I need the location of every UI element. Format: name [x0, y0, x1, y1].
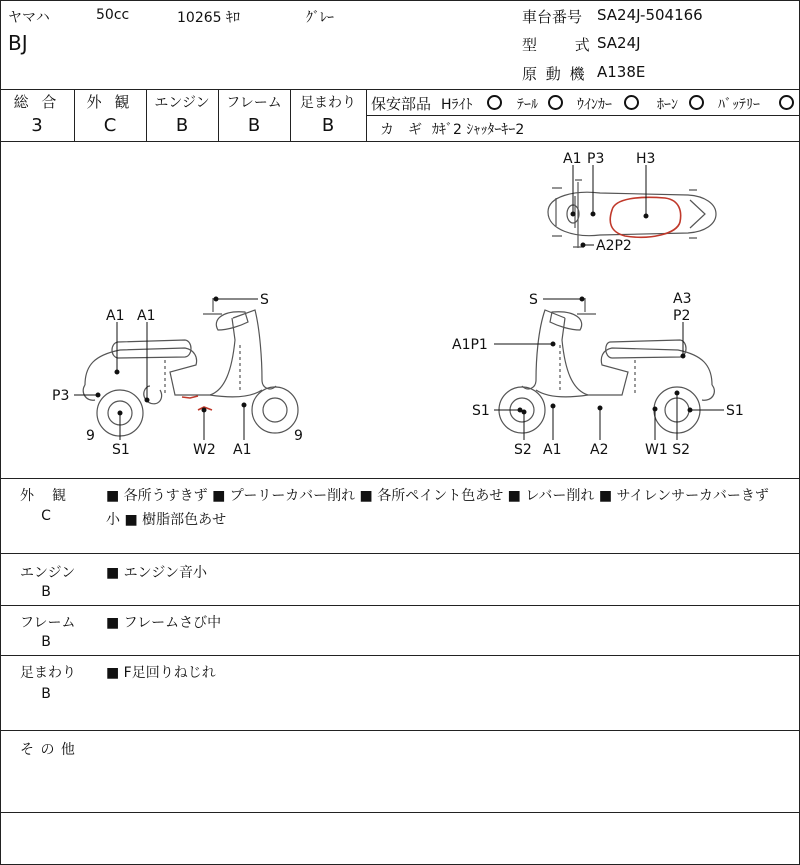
suspension-grade: B	[321, 115, 335, 136]
right-label-s: S	[529, 292, 538, 308]
safety-horn-label: ﾎｰﾝ	[657, 97, 678, 113]
frame-grade-label: フレーム	[226, 95, 282, 111]
key-value: ｶｷﾞ2 ｼｬｯﾀｰｷｰ2	[432, 122, 525, 138]
overall-grade: 3	[31, 115, 43, 136]
frame-no-label: 車台番号	[522, 8, 583, 26]
right-label-a2: A2	[590, 442, 609, 458]
remark-exterior-line1: ■ 各所うすきず ■ プーリーカバー削れ ■ 各所ペイント色あせ ■ レバー削れ ■ サイレンサーカバーきず	[106, 488, 769, 504]
remark-exterior-grade: C	[41, 508, 51, 524]
remark-suspension-grade: B	[41, 686, 51, 702]
frame-grade: B	[247, 115, 261, 136]
color: ｸﾞﾚｰ	[306, 10, 334, 26]
right-label-s2: S2	[514, 442, 532, 458]
exterior-label: 外 観	[86, 93, 134, 111]
engine-label: 原 動 機	[522, 65, 587, 83]
right-label-s1-b: S1	[726, 403, 744, 419]
safety-label: 保安部品	[371, 95, 432, 113]
safety-winker-label: ｳｲﾝｶｰ	[577, 97, 612, 113]
type-label: 型 式	[522, 36, 596, 54]
left-label-a1-c: A1	[233, 442, 252, 458]
engine-grade-label: エンジン	[154, 95, 210, 111]
right-label-a1p1: A1P1	[452, 337, 488, 353]
safety-battery-label: ﾊﾞｯﾃﾘｰ	[718, 97, 760, 113]
right-label-w1s2: W1 S2	[645, 442, 690, 458]
key-label: カ ギ	[380, 122, 422, 138]
remark-frame-grade: B	[41, 634, 51, 650]
remark-exterior-line2: 小 ■ 樹脂部色あせ	[106, 512, 227, 528]
left-label-s: S	[260, 292, 269, 308]
safety-tail-label: ﾃｰﾙ	[517, 97, 538, 113]
remark-engine-line1: ■ エンジン音小	[106, 565, 207, 581]
engine-grade: B	[175, 115, 189, 136]
remark-exterior-label: 外 観	[20, 488, 68, 504]
right-label-s1-a: S1	[472, 403, 490, 419]
left-label-nine-a: 9	[86, 428, 95, 444]
left-label-w2: W2	[193, 442, 216, 458]
remark-suspension-label: 足まわり	[20, 665, 76, 681]
left-label-s1: S1	[112, 442, 130, 458]
left-label-a1-a: A1	[106, 308, 125, 324]
top-label-h3: H3	[636, 151, 656, 167]
remark-engine-grade: B	[41, 584, 51, 600]
displacement: 50cc	[96, 7, 130, 23]
maker: ヤマハ	[8, 10, 50, 26]
left-label-nine-b: 9	[294, 428, 303, 444]
engine-value: A138E	[597, 63, 646, 81]
remark-engine-label: エンジン	[20, 565, 76, 581]
top-label-p3: P3	[587, 151, 605, 167]
right-label-a1: A1	[543, 442, 562, 458]
type-value: SA24J	[597, 34, 641, 52]
exterior-grade: C	[103, 115, 117, 136]
top-label-a2p2: A2P2	[596, 238, 632, 254]
left-label-p3: P3	[52, 388, 70, 404]
remark-frame-label: フレーム	[20, 615, 76, 631]
safety-headlight-label: Hﾗｲﾄ	[441, 97, 473, 113]
damage-mark-left-1	[182, 396, 198, 398]
right-label-p2: P2	[673, 308, 691, 324]
damage-marks	[182, 197, 681, 410]
model-name: BJ	[8, 31, 28, 55]
remark-suspension-line1: ■ F足回りねじれ	[106, 665, 216, 681]
suspension-grade-label: 足まわり	[300, 95, 356, 111]
remark-other-label: そ の 他	[20, 742, 76, 758]
frame-no: SA24J-504166	[597, 6, 703, 24]
left-label-a1-b: A1	[137, 308, 156, 324]
mileage: 10265 ｷﾛ	[177, 10, 240, 26]
remark-frame-line1: ■ フレームさび中	[106, 615, 222, 631]
overall-label: 総 合	[13, 93, 61, 111]
top-label-a1: A1	[563, 151, 582, 167]
right-label-a3: A3	[673, 291, 692, 307]
